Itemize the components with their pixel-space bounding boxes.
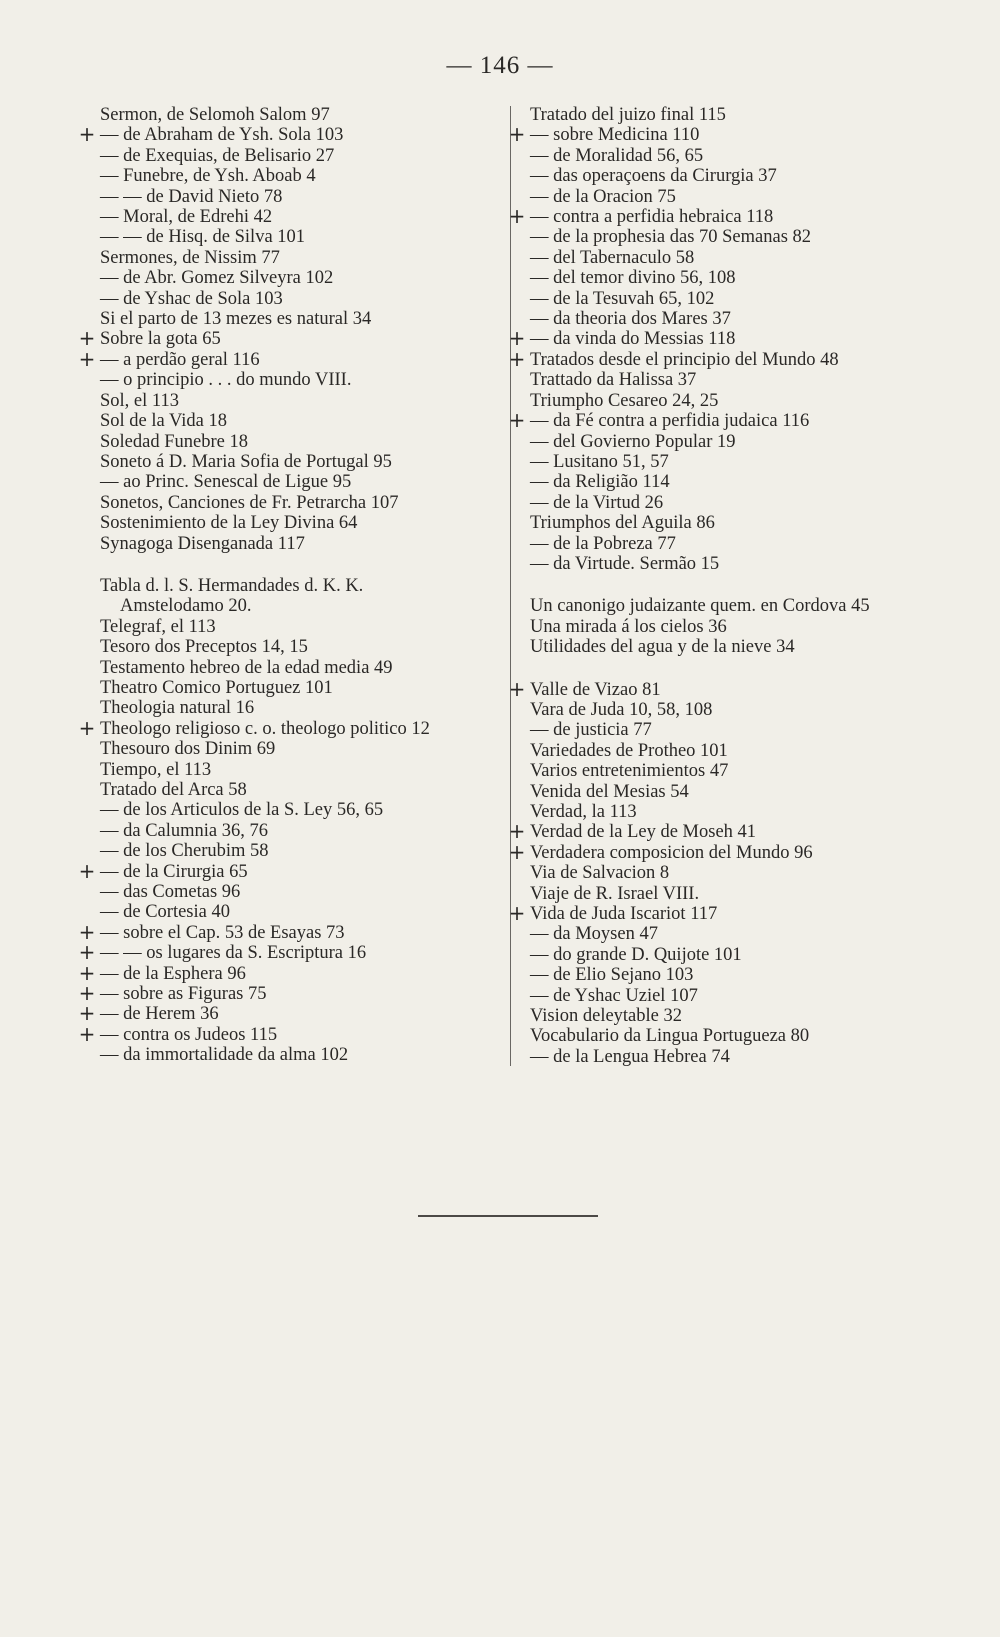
index-entry [508, 204, 950, 229]
index-entry [100, 534, 505, 554]
cross-marker: + [78, 326, 96, 351]
cross-marker: + [78, 346, 96, 371]
index-entry [100, 227, 505, 247]
index-entry-text: — da Virtude. Sermão 15 [530, 553, 720, 574]
cross-marker: + [508, 122, 526, 147]
index-entry-text: — da vinda do Messias 118 [530, 329, 736, 350]
index-entry [100, 698, 505, 718]
index-entry-text: Telegraf, el 113 [100, 616, 216, 637]
index-entry [530, 227, 950, 247]
index-entry-text: — de la Virtud 26 [530, 492, 664, 513]
index-entry-text: Theologia natural 16 [100, 698, 255, 719]
index-entry [530, 741, 950, 761]
index-entry [78, 960, 505, 985]
index-entry-text: — da immortalidade da alma 102 [100, 1045, 349, 1066]
index-entry [78, 1001, 505, 1026]
index-entry [530, 268, 950, 288]
index-entry-text: — da Moysen 47 [530, 924, 658, 945]
index-entry-text: — de los Articulos de la S. Ley 56, 65 [100, 800, 384, 821]
index-entry-text: Via de Salvacion 8 [530, 863, 670, 884]
index-entry [530, 1006, 950, 1026]
index-entry-text: — del Tabernaculo 58 [530, 247, 695, 268]
cross-marker: + [78, 960, 96, 985]
cross-marker: + [508, 346, 526, 371]
index-entry [530, 370, 950, 390]
index-entry [100, 513, 505, 533]
index-entry [78, 919, 505, 944]
index-entry [530, 596, 950, 616]
index-entry-text: — de Abraham de Ysh. Sola 103 [100, 125, 344, 146]
index-entry [100, 268, 505, 288]
index-entry [78, 940, 505, 965]
index-entry-text: Sermones, de Nissim 77 [100, 247, 280, 268]
index-entry-text: — de los Cherubim 58 [100, 841, 269, 862]
index-entry-text: — Moral, de Edrehi 42 [100, 207, 273, 228]
index-entry [530, 863, 950, 883]
index-entry-text: Sol de la Vida 18 [100, 411, 228, 432]
index-entry-text: — — de David Nieto 78 [100, 186, 283, 207]
index-entry [100, 658, 505, 678]
index-entry [100, 105, 505, 125]
index-entry-text: — del Govierno Popular 19 [530, 431, 736, 452]
index-entry [100, 678, 505, 698]
index-entry [508, 408, 950, 433]
index-entry-text: — da Fé contra a perfidia judaica 116 [530, 411, 810, 432]
index-entry-text: — de la Lengua Hebrea 74 [530, 1046, 730, 1067]
index-entry-text: — sobre Medicina 110 [530, 125, 700, 146]
index-entry [530, 761, 950, 781]
index-entry [78, 715, 505, 740]
index-entry-text: Sonetos, Canciones de Fr. Petrarcha 107 [100, 492, 399, 513]
index-entry-text: Verdadera composicion del Mundo 96 [530, 842, 813, 863]
index-entry-text: Sermon, de Selomoh Salom 97 [100, 105, 330, 125]
index-entry-text: — de Cortesia 40 [100, 902, 230, 923]
index-entry [100, 1045, 505, 1065]
index-entry-text: — de Herem 36 [100, 1004, 219, 1025]
index-entry [100, 472, 505, 492]
index-entry [100, 309, 505, 329]
index-entry [100, 576, 505, 596]
index-entry [100, 902, 505, 922]
index-entry [78, 326, 505, 351]
index-entry-text: — ao Princ. Senescal de Ligue 95 [100, 472, 352, 493]
cross-marker: + [508, 326, 526, 351]
index-entry-text: — da Calumnia 36, 76 [100, 820, 269, 841]
cross-marker: + [508, 839, 526, 864]
index-entry-text: — Funebre, de Ysh. Aboab 4 [100, 166, 316, 187]
index-entry [100, 289, 505, 309]
index-entry [530, 965, 950, 985]
cross-marker: + [508, 676, 526, 701]
index-entry-text: — contra a perfidia hebraica 118 [530, 207, 774, 228]
index-entry [530, 534, 950, 554]
index-entry-text: — de Elio Sejano 103 [530, 965, 694, 986]
index-entry [100, 166, 505, 186]
index-entry [100, 841, 505, 861]
index-entry [508, 676, 950, 701]
cross-marker: + [78, 919, 96, 944]
index-entry-text: Sobre la gota 65 [100, 329, 221, 350]
index-entry-text: — de la Esphera 96 [100, 963, 246, 984]
index-entry-text: — das operaçoens da Cirurgia 37 [530, 166, 777, 187]
index-entry-text: — sobre el Cap. 53 de Esayas 73 [100, 922, 345, 943]
index-entry-text: Synagoga Disenganada 117 [100, 533, 305, 554]
index-entry-text: — de la Cirurgia 65 [100, 861, 248, 882]
index-entry-text: — de Exequias, de Belisario 27 [100, 145, 335, 166]
index-entry-text: Tiempo, el 113 [100, 759, 212, 780]
index-entry-text: — de Moralidad 56, 65 [530, 145, 704, 166]
index-entry-text: Un canonigo judaizante quem. en Cordova 45 [530, 596, 870, 617]
index-entry [100, 207, 505, 227]
index-entry-text: — de Yshac de Sola 103 [100, 288, 283, 309]
index-entry [100, 187, 505, 207]
index-entry [508, 326, 950, 351]
index-entry-text: — de Yshac Uziel 107 [530, 985, 698, 1006]
index-entry [530, 493, 950, 513]
index-entry [530, 309, 950, 329]
index-entry [508, 819, 950, 844]
page-number: — 146 — [446, 52, 554, 79]
cross-marker: + [78, 1021, 96, 1046]
index-entry [530, 513, 950, 533]
index-entry-text: Vision deleytable 32 [530, 1006, 682, 1027]
index-entry-text: — de la Tesuvah 65, 102 [530, 288, 715, 309]
index-entry-text: Theatro Comico Portuguez 101 [100, 677, 333, 698]
index-entry [508, 839, 950, 864]
index-entry [530, 924, 950, 944]
index-entry-text: Variedades de Protheo 101 [530, 740, 728, 761]
index-entry [100, 882, 505, 902]
index-entry-text: — do grande D. Quijote 101 [530, 944, 742, 965]
index-entry-text: — de justicia 77 [530, 720, 652, 741]
cross-marker: + [78, 1001, 96, 1026]
index-entry-text: Varios entretenimientos 47 [530, 761, 729, 782]
index-entry-text: — Lusitano 51, 57 [530, 451, 669, 472]
index-entry [508, 901, 950, 926]
index-entry-text: Una mirada á los cielos 36 [530, 616, 727, 637]
index-entry [100, 432, 505, 452]
index-entry [78, 981, 505, 1006]
index-entry [530, 884, 950, 904]
index-entry [100, 248, 505, 268]
index-entry [78, 1021, 505, 1046]
index-entry [530, 1047, 950, 1067]
index-entry-text: Amstelodamo 20. [120, 596, 252, 617]
index-entry-text: Thesouro dos Dinim 69 [100, 739, 276, 760]
index-entry [100, 146, 505, 166]
index-entry [78, 858, 505, 883]
index-entry-text: — de la Pobreza 77 [530, 533, 676, 554]
cross-marker: + [508, 819, 526, 844]
index-entry [100, 800, 505, 820]
index-entry-text: Vara de Juda 10, 58, 108 [530, 699, 713, 720]
index-entry-text: Verdad, la 113 [530, 802, 637, 822]
cross-marker: + [508, 901, 526, 926]
index-entry-text: — de Abr. Gomez Silveyra 102 [100, 268, 334, 289]
index-entry [530, 986, 950, 1006]
index-entry [100, 493, 505, 513]
index-entry [530, 146, 950, 166]
index-column-left [78, 105, 505, 1066]
index-entry [100, 596, 505, 616]
cross-marker: + [78, 981, 96, 1006]
index-entry-text: Tesoro dos Preceptos 14, 15 [100, 637, 308, 658]
index-entry [530, 700, 950, 720]
cross-marker: + [78, 858, 96, 883]
index-entry-text: Viaje de R. Israel VIII. [530, 883, 700, 904]
index-entry [530, 289, 950, 309]
index-entry [508, 346, 950, 371]
index-entry [530, 105, 950, 125]
index-entry-text: Tratado del juizo final 115 [530, 105, 726, 125]
index-entry [100, 821, 505, 841]
index-entry-text: Sostenimiento de la Ley Divina 64 [100, 513, 358, 534]
cross-marker: + [508, 408, 526, 433]
index-entry [100, 452, 505, 472]
index-entry [100, 391, 505, 411]
index-entry [100, 617, 505, 637]
index-entry-text: — das Cometas 96 [100, 882, 241, 903]
index-entry-text: — de la prophesia das 70 Semanas 82 [530, 227, 812, 248]
index-entry-text: Testamento hebreo de la edad media 49 [100, 657, 393, 678]
index-entry [530, 802, 950, 822]
index-entry [530, 782, 950, 802]
index-entry-text: Soledad Funebre 18 [100, 431, 248, 452]
index-entry [530, 720, 950, 740]
index-entry-text: Venida del Mesias 54 [530, 781, 689, 802]
index-entry [530, 554, 950, 574]
index-entry-text: Tratados desde el principio del Mundo 48 [530, 349, 839, 370]
index-entry-text: Trattado da Halissa 37 [530, 370, 697, 391]
index-entry-text: Tabla d. l. S. Hermandades d. K. K. [100, 575, 364, 596]
index-entry-text: Sol, el 113 [100, 390, 179, 411]
index-entry [78, 346, 505, 371]
cross-marker: + [78, 940, 96, 965]
cross-marker: + [78, 122, 96, 147]
index-entry-text: Theologo religioso c. o. theologo politico 12 [100, 718, 430, 739]
index-entry [530, 1026, 950, 1046]
index-entry-text: — del temor divino 56, 108 [530, 268, 736, 289]
index-entry [530, 945, 950, 965]
index-entry-text: Vida de Juda Iscariot 117 [530, 904, 718, 925]
index-column-right [508, 105, 950, 1067]
index-entry-text: — — os lugares da S. Escriptura 16 [100, 943, 367, 964]
index-entry-text: — da Religião 114 [530, 472, 670, 493]
index-entry-text: — a perdão geral 116 [100, 349, 260, 370]
index-entry [530, 248, 950, 268]
index-entry [508, 122, 950, 147]
index-entry-text: Verdad de la Ley de Moseh 41 [530, 822, 757, 843]
index-entry-text: — sobre as Figuras 75 [100, 984, 267, 1005]
cross-marker: + [78, 715, 96, 740]
index-entry-text: Soneto á D. Maria Sofia de Portugal 95 [100, 451, 392, 472]
index-entry-text: Triumphos del Aguila 86 [530, 513, 715, 534]
index-entry-text: — contra os Judeos 115 [100, 1024, 278, 1045]
index-entry [100, 411, 505, 431]
index-entry-text: Triumpho Cesareo 24, 25 [530, 390, 719, 411]
index-entry [100, 760, 505, 780]
index-entry [100, 637, 505, 657]
end-rule [418, 1215, 598, 1217]
index-entry [100, 780, 505, 800]
index-entry [100, 370, 505, 390]
index-entry [530, 166, 950, 186]
index-entry [530, 637, 950, 657]
index-entry [530, 452, 950, 472]
index-entry [530, 391, 950, 411]
index-entry-text: — — de Hisq. de Silva 101 [100, 227, 306, 248]
index-entry-text: — de la Oracion 75 [530, 186, 676, 207]
index-entry [100, 739, 505, 759]
index-entry-text: — da theoria dos Mares 37 [530, 309, 731, 330]
index-entry [530, 472, 950, 492]
index-entry-text: Utilidades del agua y de la nieve 34 [530, 637, 795, 658]
index-entry [530, 432, 950, 452]
index-entry-text: Vocabulario da Lingua Portugueza 80 [530, 1026, 810, 1047]
index-entry-text: — o principio . . . do mundo VIII. [100, 370, 352, 391]
index-entry [530, 187, 950, 207]
index-entry [78, 122, 505, 147]
index-entry-text: Si el parto de 13 mezes es natural 34 [100, 309, 372, 330]
index-entry-text: Tratado del Arca 58 [100, 780, 247, 800]
index-entry-text: Valle de Vizao 81 [530, 679, 661, 700]
cross-marker: + [508, 204, 526, 229]
index-entry [530, 617, 950, 637]
